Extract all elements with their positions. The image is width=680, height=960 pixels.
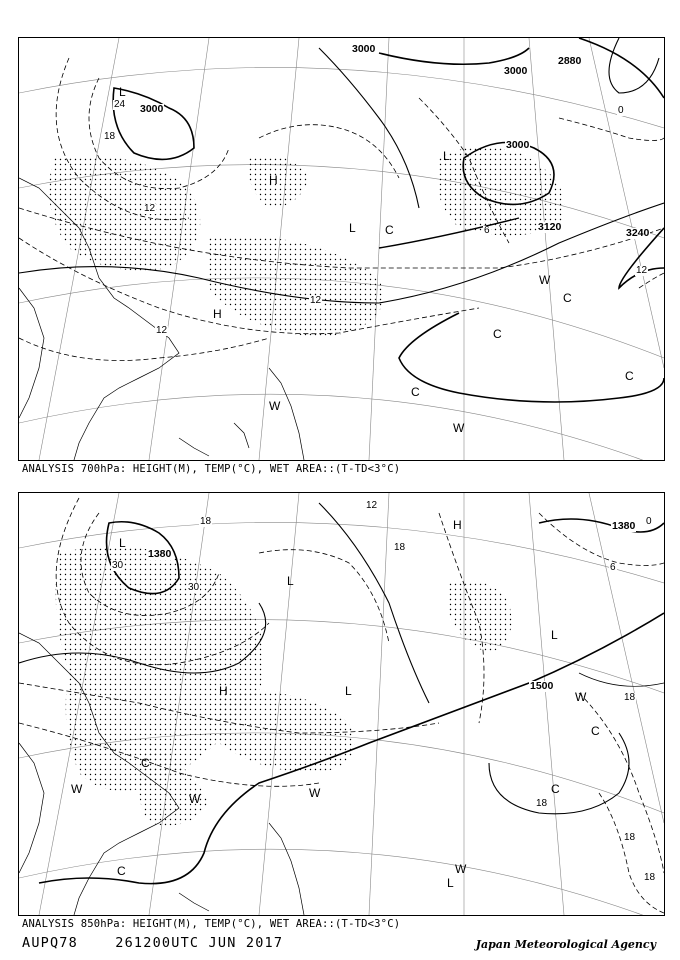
height-label: 3000: [504, 65, 528, 77]
temp-label: 12: [636, 265, 648, 276]
temp-label: 12: [366, 500, 378, 511]
temp-label: 30: [112, 560, 124, 571]
map-850hpa-svg: [19, 493, 664, 915]
temp-label: 24: [114, 99, 126, 110]
temp-label: 18: [536, 798, 548, 809]
map-panel-850hpa: [18, 492, 665, 916]
cold-center: C: [591, 724, 600, 738]
wet-area-700: [49, 146, 565, 339]
low-center: L: [345, 684, 352, 698]
temp-label: 18: [624, 692, 636, 703]
map-panel-700hpa: [18, 37, 665, 461]
caption-700hpa: ANALYSIS 700hPa: HEIGHT(M), TEMP(°C), WET AREA::(T-TD<3°C): [22, 463, 401, 475]
cold-center: C: [563, 291, 572, 305]
low-center: L: [447, 876, 454, 890]
height-label: 1380: [148, 548, 172, 560]
cold-center: C: [493, 327, 502, 341]
height-label: 3000: [506, 139, 530, 151]
warm-center: W: [309, 786, 321, 800]
low-center: L: [119, 536, 126, 550]
temp-label: 12: [144, 203, 156, 214]
low-center: L: [349, 221, 356, 235]
temp-label: 0: [618, 105, 624, 116]
cold-center: C: [411, 385, 420, 399]
temp-label: 0: [646, 516, 652, 527]
temp-label: 18: [624, 832, 636, 843]
height-label: 1380: [612, 520, 636, 532]
warm-center: W: [575, 690, 587, 704]
height-label: 3000: [140, 103, 164, 115]
warm-center: W: [539, 273, 551, 287]
temp-label: 18: [394, 542, 406, 553]
cold-center: C: [551, 782, 560, 796]
cold-center: C: [625, 369, 634, 383]
height-label: 2880: [558, 55, 582, 67]
warm-center: W: [455, 862, 467, 876]
temp-label: 6: [610, 562, 616, 573]
valid-time: 261200UTC JUN 2017: [115, 935, 284, 951]
cold-center: C: [141, 756, 150, 770]
warm-center: W: [269, 399, 281, 413]
temp-label: 12: [310, 295, 322, 306]
warm-center: W: [453, 421, 465, 435]
height-label: 1500: [530, 680, 554, 692]
temp-label: 18: [104, 131, 116, 142]
high-center: H: [219, 684, 228, 698]
low-center: L: [287, 574, 294, 588]
temp-label: 18: [200, 516, 212, 527]
temp-label: 18: [644, 872, 656, 883]
temp-label: 6: [484, 225, 490, 236]
low-center: L: [443, 149, 450, 163]
height-label: 3120: [538, 221, 562, 233]
warm-center: W: [189, 792, 201, 806]
low-center: L: [551, 628, 558, 642]
chart-code: AUPQ78: [22, 935, 78, 951]
height-label: 3240: [626, 227, 650, 239]
agency-name: Japan Meteorological Agency: [475, 938, 656, 951]
wet-area-850: [56, 546, 512, 825]
high-center: H: [269, 173, 278, 187]
warm-center: W: [71, 782, 83, 796]
low-center: L: [119, 85, 126, 99]
chart-code-and-time: [22, 935, 283, 951]
high-center: H: [213, 307, 222, 321]
high-center: H: [453, 518, 462, 532]
cold-center: C: [385, 223, 394, 237]
cold-center: C: [117, 864, 126, 878]
temp-label: 12: [156, 325, 168, 336]
caption-850hpa: ANALYSIS 850hPa: HEIGHT(M), TEMP(°C), WET AREA::(T-TD<3°C): [22, 918, 401, 930]
temp-label: 30: [188, 582, 200, 593]
height-label: 3000: [352, 43, 376, 55]
